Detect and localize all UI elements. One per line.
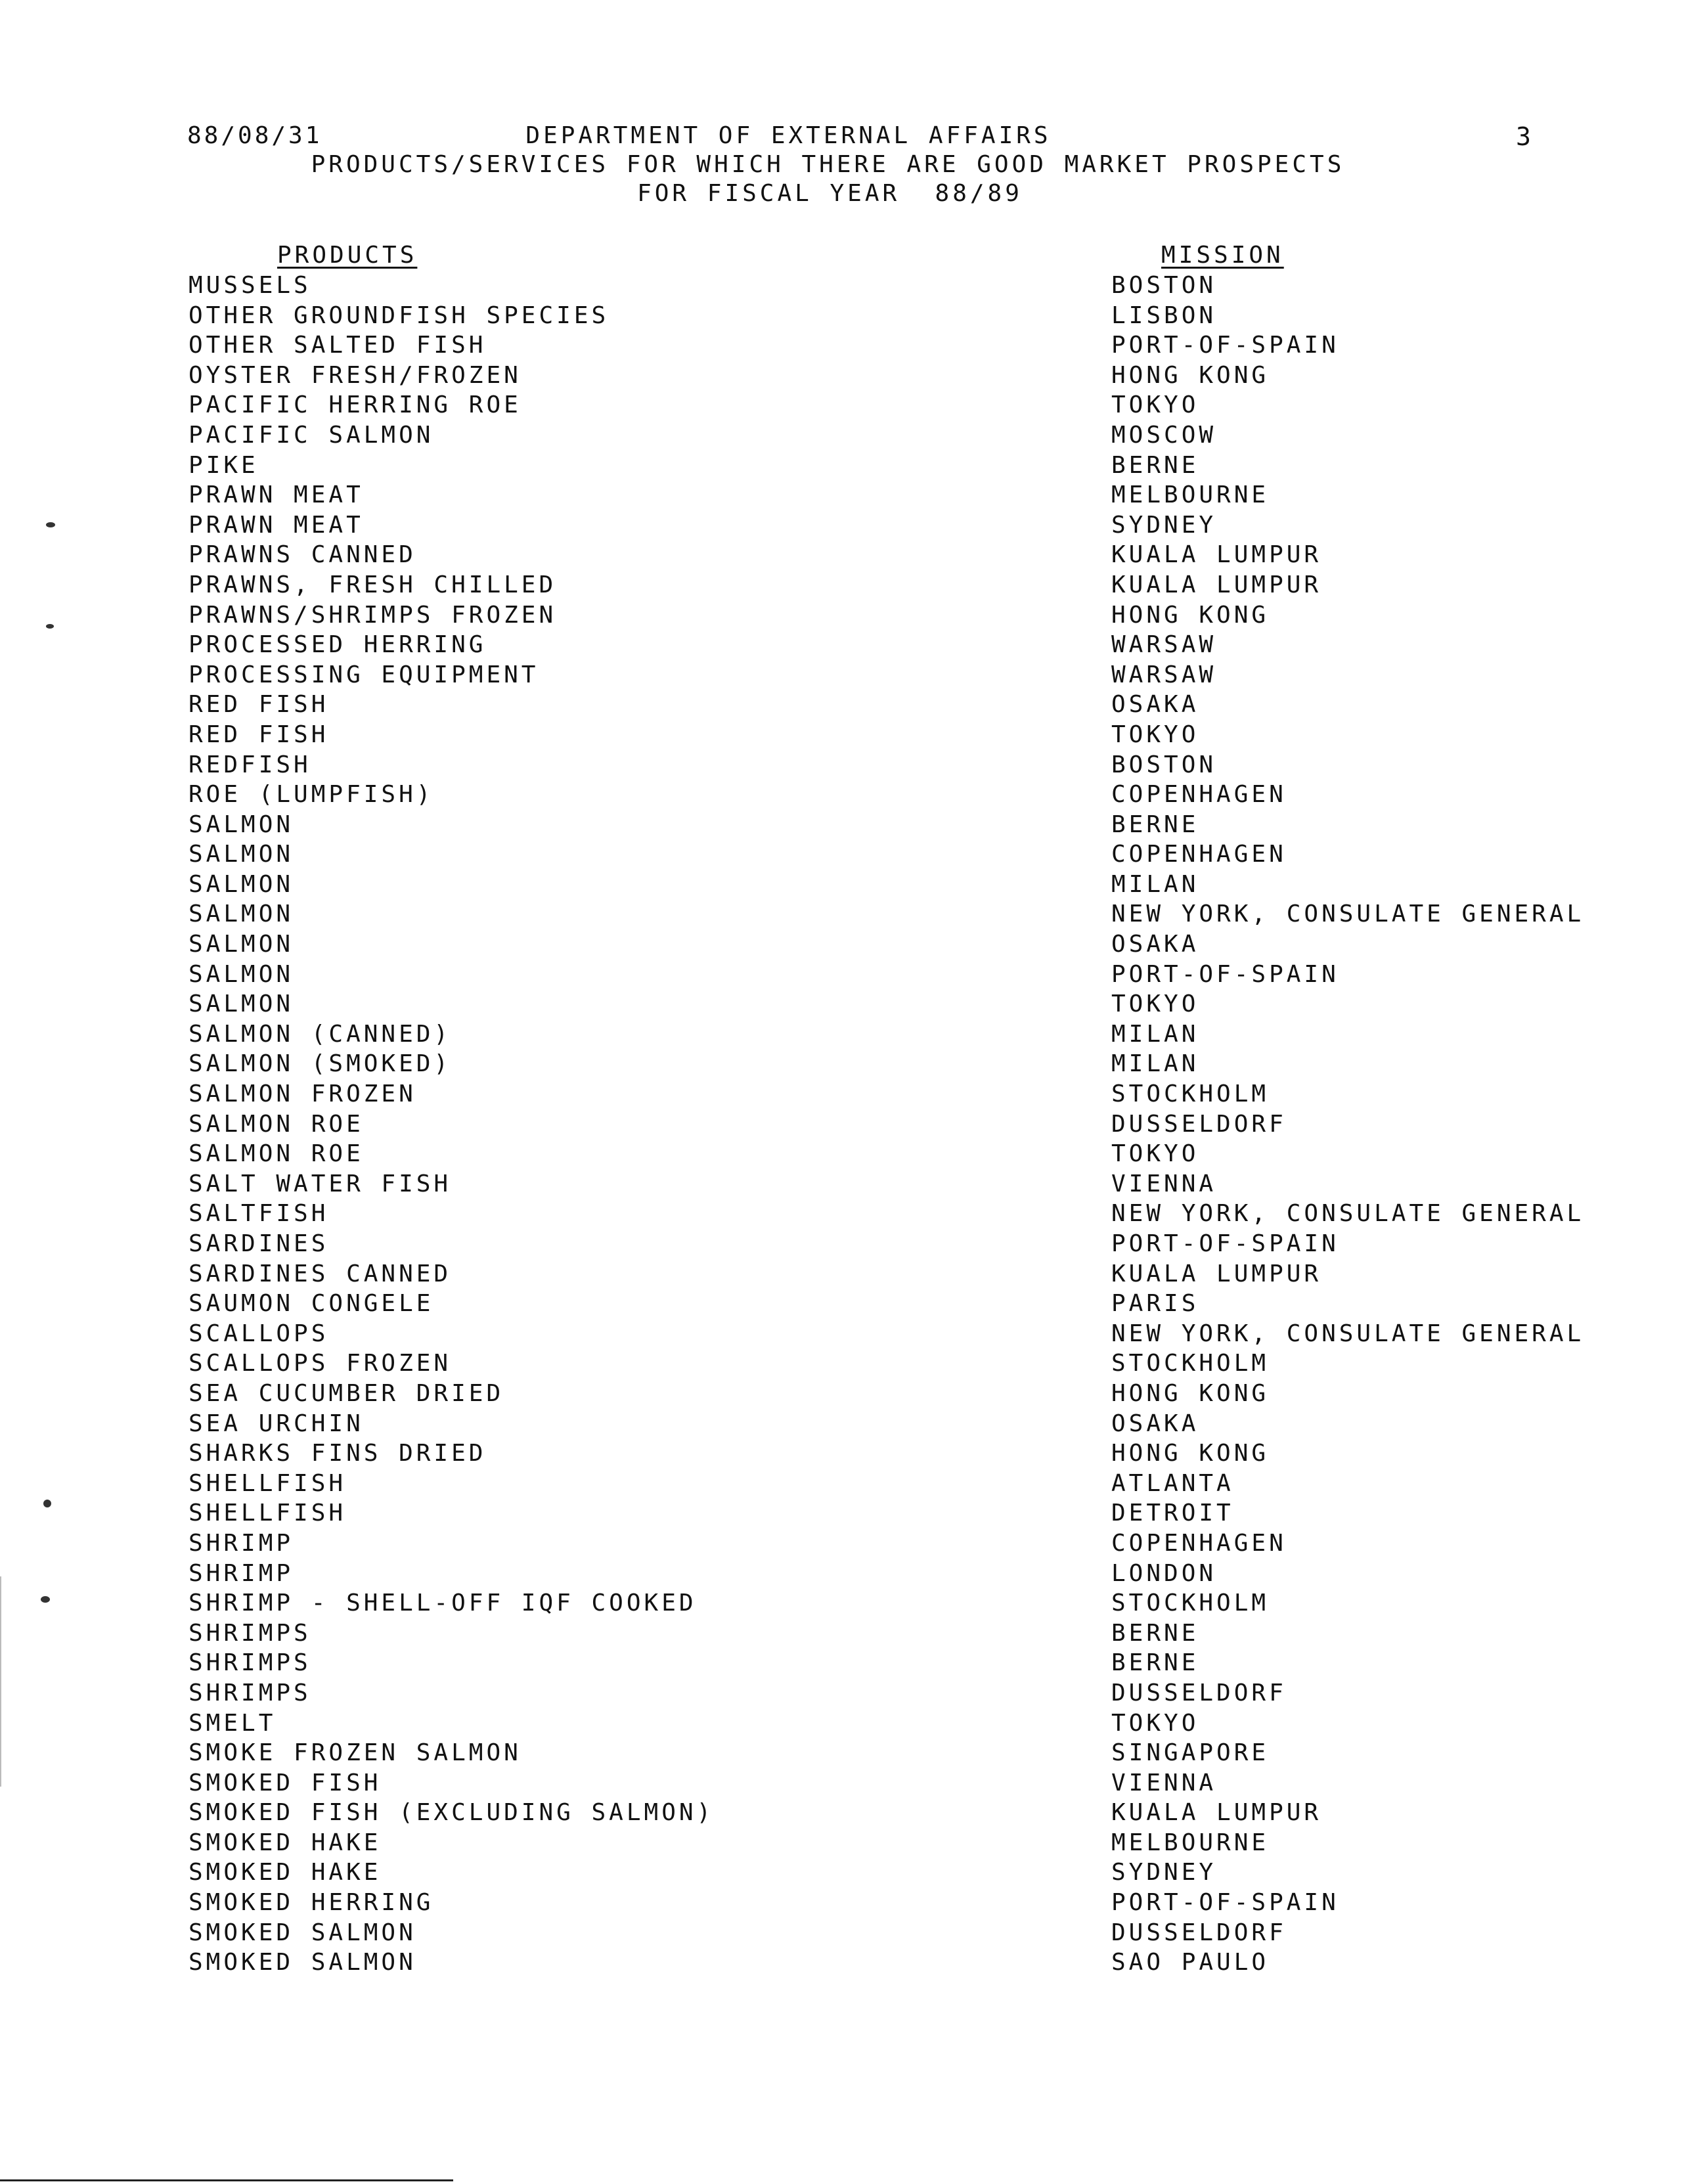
product-cell: SALT WATER FISH — [189, 1170, 452, 1197]
list-row — [0, 451, 1686, 481]
mission-cell: BERNE — [1111, 1619, 1199, 1647]
report-subtitle: PRODUCTS/SERVICES FOR WHICH THERE ARE GOOD MARKET PROSPECTS — [311, 151, 1345, 178]
product-cell: PRAWN MEAT — [189, 511, 364, 539]
product-cell: RED FISH — [189, 691, 329, 719]
list-row — [0, 301, 1686, 332]
product-cell: REDFISH — [189, 751, 311, 778]
product-cell: SALMON — [189, 811, 294, 838]
product-cell: SALMON — [189, 841, 294, 868]
mission-cell: PORT-OF-SPAIN — [1111, 1889, 1339, 1917]
mission-cell: BOSTON — [1111, 751, 1217, 778]
mission-cell: TOKYO — [1111, 391, 1199, 419]
product-cell: SAUMON CONGELE — [189, 1290, 434, 1318]
product-cell: SHRIMP — [189, 1529, 294, 1557]
mission-cell: MELBOURNE — [1111, 1829, 1270, 1856]
product-cell: SMOKED SALMON — [189, 1949, 416, 1976]
product-cell: SEA CUCUMBER DRIED — [189, 1379, 504, 1407]
scan-edge-mark — [0, 1576, 1, 1787]
list-row — [0, 1888, 1686, 1919]
list-row — [0, 271, 1686, 301]
product-cell: ROE (LUMPFISH) — [189, 781, 434, 809]
mission-cell: DUSSELDORF — [1111, 1919, 1287, 1946]
mission-cell: STOCKHOLM — [1111, 1590, 1270, 1617]
mission-cell: TOKYO — [1111, 1709, 1199, 1737]
list-row — [0, 421, 1686, 451]
list-row — [0, 1199, 1686, 1230]
mission-cell: OSAKA — [1111, 691, 1199, 719]
list-row — [0, 1919, 1686, 1949]
mission-cell: STOCKHOLM — [1111, 1081, 1270, 1108]
mission-cell: DUSSELDORF — [1111, 1110, 1287, 1138]
product-cell: SALMON — [189, 991, 294, 1018]
product-cell: SHELLFISH — [189, 1500, 347, 1527]
product-cell: PRAWN MEAT — [189, 481, 364, 509]
list-row — [0, 1619, 1686, 1649]
mission-cell: SYDNEY — [1111, 1859, 1217, 1886]
product-cell: MUSSELS — [189, 272, 311, 299]
product-cell: SHRIMPS — [189, 1619, 311, 1647]
product-cell: SALMON ROE — [189, 1110, 364, 1138]
list-row — [0, 1709, 1686, 1739]
product-cell: SMOKED FISH — [189, 1769, 382, 1796]
mission-cell: PORT-OF-SPAIN — [1111, 1230, 1339, 1257]
product-cell: SMOKED HERRING — [189, 1889, 434, 1917]
product-cell: SALMON — [189, 870, 294, 898]
product-cell: PRAWNS/SHRIMPS FROZEN — [189, 601, 557, 629]
mission-cell: MOSCOW — [1111, 421, 1217, 449]
list-row — [0, 331, 1686, 361]
list-row — [0, 1649, 1686, 1679]
mission-cell: COPENHAGEN — [1111, 841, 1287, 868]
product-cell: SALMON — [189, 901, 294, 928]
list-row — [0, 1948, 1686, 1978]
mission-cell: WARSAW — [1111, 661, 1217, 688]
mission-cell: SAO PAULO — [1111, 1949, 1270, 1976]
list-row — [0, 1260, 1686, 1290]
product-cell: SHRIMPS — [189, 1649, 311, 1677]
list-row — [0, 960, 1686, 991]
product-cell: SALMON — [189, 960, 294, 988]
list-row — [0, 1080, 1686, 1110]
product-cell: SCALLOPS — [189, 1320, 329, 1347]
list-row — [0, 1739, 1686, 1769]
mission-cell: OSAKA — [1111, 931, 1199, 958]
product-cell: SHRIMPS — [189, 1679, 311, 1706]
list-row — [0, 1529, 1686, 1559]
list-row — [0, 1679, 1686, 1709]
mission-column-header: MISSION — [1161, 242, 1284, 269]
product-cell: SARDINES — [189, 1230, 329, 1257]
mission-cell: NEW YORK, CONSULATE GENERAL — [1111, 1320, 1585, 1347]
list-row — [0, 1439, 1686, 1469]
list-row — [0, 391, 1686, 421]
list-row — [0, 1289, 1686, 1320]
product-cell: SALMON — [189, 931, 294, 958]
list-row — [0, 601, 1686, 631]
list-row — [0, 1170, 1686, 1200]
list-row — [0, 1410, 1686, 1440]
product-cell: SMOKED HAKE — [189, 1859, 382, 1886]
scan-speck — [46, 624, 54, 629]
mission-cell: HONG KONG — [1111, 1440, 1270, 1467]
mission-cell: TOKYO — [1111, 1140, 1199, 1168]
mission-cell: PORT-OF-SPAIN — [1111, 960, 1339, 988]
product-cell: SHARKS FINS DRIED — [189, 1440, 487, 1467]
product-cell: SHELLFISH — [189, 1469, 347, 1497]
mission-cell: COPENHAGEN — [1111, 781, 1287, 809]
list-row — [0, 1798, 1686, 1829]
list-row — [0, 930, 1686, 960]
product-cell: SMOKED SALMON — [189, 1919, 416, 1946]
mission-cell: SINGAPORE — [1111, 1739, 1270, 1767]
mission-cell: MILAN — [1111, 1050, 1199, 1078]
product-cell: SARDINES CANNED — [189, 1260, 452, 1287]
product-cell: SMOKED HAKE — [189, 1829, 382, 1856]
mission-cell: KUALA LUMPUR — [1111, 1260, 1322, 1287]
product-cell: SMOKE FROZEN SALMON — [189, 1739, 521, 1767]
mission-cell: TOKYO — [1111, 991, 1199, 1018]
product-cell: PRAWNS, FRESH CHILLED — [189, 571, 557, 598]
list-row — [0, 1769, 1686, 1799]
list-row — [0, 511, 1686, 541]
list-row — [0, 361, 1686, 391]
mission-cell: HONG KONG — [1111, 361, 1270, 389]
list-row — [0, 661, 1686, 691]
list-row — [0, 1110, 1686, 1140]
list-row — [0, 900, 1686, 930]
mission-cell: ATLANTA — [1111, 1469, 1234, 1497]
scan-speck — [41, 1596, 50, 1603]
list-row — [0, 840, 1686, 870]
mission-cell: VIENNA — [1111, 1769, 1217, 1796]
mission-cell: NEW YORK, CONSULATE GENERAL — [1111, 901, 1585, 928]
list-row — [0, 1829, 1686, 1859]
product-mission-list — [0, 271, 1686, 1978]
list-row — [0, 1050, 1686, 1080]
mission-cell: LONDON — [1111, 1559, 1217, 1587]
mission-cell: BOSTON — [1111, 272, 1217, 299]
list-row — [0, 1349, 1686, 1379]
product-cell: SALTFISH — [189, 1200, 329, 1228]
mission-cell: DETROIT — [1111, 1500, 1234, 1527]
list-row — [0, 721, 1686, 751]
list-row — [0, 751, 1686, 781]
mission-cell: DUSSELDORF — [1111, 1679, 1287, 1706]
list-row — [0, 631, 1686, 661]
product-cell: OTHER SALTED FISH — [189, 332, 487, 359]
product-cell: SEA URCHIN — [189, 1410, 364, 1437]
mission-cell: STOCKHOLM — [1111, 1350, 1270, 1377]
list-row — [0, 990, 1686, 1020]
mission-cell: MILAN — [1111, 870, 1199, 898]
mission-cell: MILAN — [1111, 1020, 1199, 1048]
list-row — [0, 690, 1686, 721]
mission-cell: LISBON — [1111, 301, 1217, 329]
product-cell: SCALLOPS FROZEN — [189, 1350, 452, 1377]
mission-cell: KUALA LUMPUR — [1111, 571, 1322, 598]
product-cell: PROCESSED HERRING — [189, 631, 487, 659]
list-row — [0, 811, 1686, 841]
scan-bottom-edge — [0, 2179, 453, 2181]
list-row — [0, 1858, 1686, 1888]
product-cell: OTHER GROUNDFISH SPECIES — [189, 301, 610, 329]
mission-cell: OSAKA — [1111, 1410, 1199, 1437]
report-date: 88/08/31 — [187, 122, 322, 149]
product-cell: PACIFIC HERRING ROE — [189, 391, 521, 419]
product-cell: SMOKED FISH (EXCLUDING SALMON) — [189, 1799, 715, 1827]
product-cell: SHRIMP — [189, 1559, 294, 1587]
mission-cell: SYDNEY — [1111, 511, 1217, 539]
mission-cell: HONG KONG — [1111, 1379, 1270, 1407]
product-cell: SHRIMP - SHELL-OFF IQF COOKED — [189, 1590, 697, 1617]
product-cell: SALMON FROZEN — [189, 1081, 416, 1108]
list-row — [0, 541, 1686, 571]
list-row — [0, 1469, 1686, 1500]
mission-cell: VIENNA — [1111, 1170, 1217, 1197]
list-row — [0, 481, 1686, 511]
product-cell: SALMON (CANNED) — [189, 1020, 452, 1048]
list-row — [0, 1320, 1686, 1350]
list-row — [0, 1589, 1686, 1619]
product-cell: SMELT — [189, 1709, 277, 1737]
mission-cell: NEW YORK, CONSULATE GENERAL — [1111, 1200, 1585, 1228]
list-row — [0, 1140, 1686, 1170]
list-row — [0, 870, 1686, 901]
product-cell: SALMON (SMOKED) — [189, 1050, 452, 1078]
fiscal-year-line: FOR FISCAL YEAR 88/89 — [637, 180, 1023, 207]
mission-cell: PARIS — [1111, 1290, 1199, 1318]
mission-cell: KUALA LUMPUR — [1111, 541, 1322, 569]
product-cell: PACIFIC SALMON — [189, 421, 434, 449]
list-row — [0, 1499, 1686, 1529]
mission-cell: COPENHAGEN — [1111, 1529, 1287, 1557]
mission-cell: BERNE — [1111, 811, 1199, 838]
mission-cell: PORT-OF-SPAIN — [1111, 332, 1339, 359]
product-cell: OYSTER FRESH/FROZEN — [189, 361, 521, 389]
product-cell: PRAWNS CANNED — [189, 541, 416, 569]
mission-cell: TOKYO — [1111, 721, 1199, 748]
scan-speck — [46, 522, 55, 527]
list-row — [0, 1020, 1686, 1050]
list-row — [0, 1379, 1686, 1410]
product-cell: SALMON ROE — [189, 1140, 364, 1168]
mission-cell: BERNE — [1111, 451, 1199, 479]
list-row — [0, 780, 1686, 811]
mission-cell: KUALA LUMPUR — [1111, 1799, 1322, 1827]
mission-cell: HONG KONG — [1111, 601, 1270, 629]
list-row — [0, 1230, 1686, 1260]
products-column-header: PRODUCTS — [277, 242, 418, 269]
mission-cell: MELBOURNE — [1111, 481, 1270, 509]
list-row — [0, 1559, 1686, 1590]
list-row — [0, 571, 1686, 601]
product-cell: PIKE — [189, 451, 259, 479]
mission-cell: WARSAW — [1111, 631, 1217, 659]
mission-cell: BERNE — [1111, 1649, 1199, 1677]
page-number: 3 — [1516, 122, 1531, 151]
scan-speck — [43, 1500, 51, 1507]
product-cell: RED FISH — [189, 721, 329, 748]
report-title: DEPARTMENT OF EXTERNAL AFFAIRS — [525, 122, 1052, 149]
product-cell: PROCESSING EQUIPMENT — [189, 661, 539, 688]
